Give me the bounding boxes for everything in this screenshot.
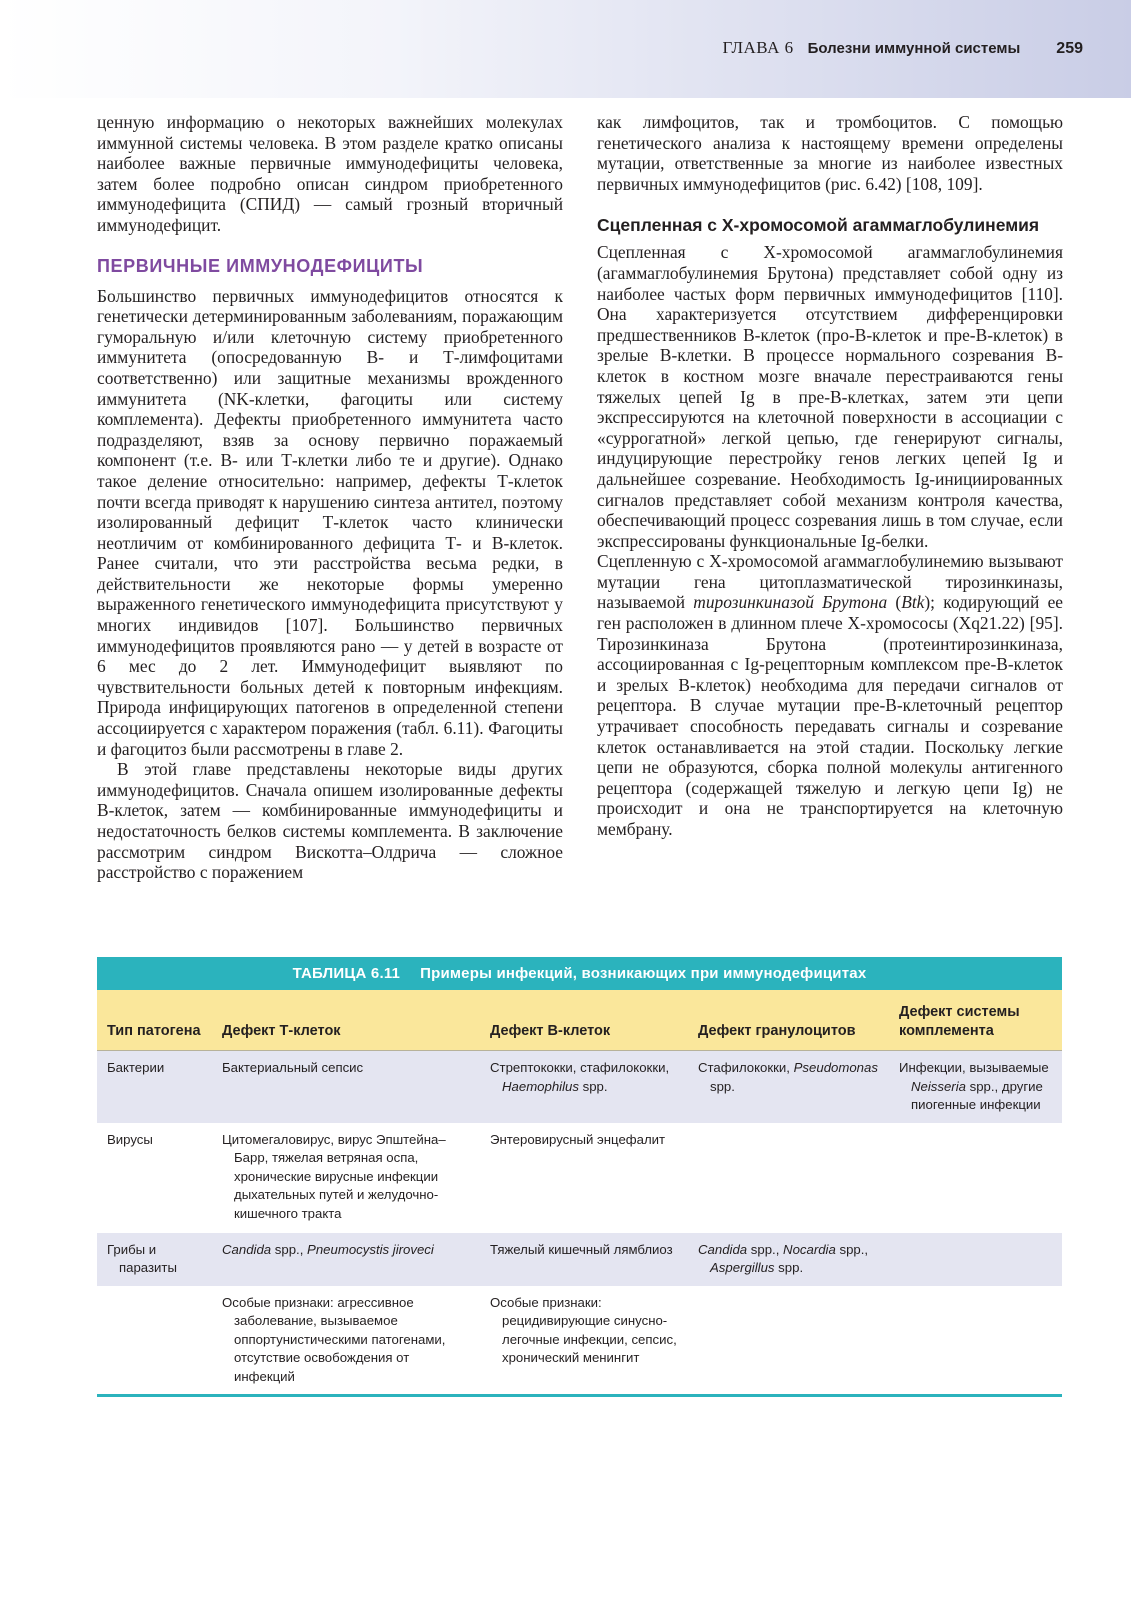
body-paragraph: Большинство первичных иммунодефицитов относятся к генетически детерминированным заболеваниям, поражающим гуморальную и/или клеточную систему приобретенного иммунитета (опосредованную В- и Т-лимфоцитами соответственно) или защитные механизмы врожденного иммунитета (NK-клетки, фагоциты или систему комплемента). Дефекты приобретенного иммунитета часто подразделяют, взяв за основу первично поражаемый компонент (т.е. В- или Т-клетки либо те и другие). Однако такое деление относительно: например, дефекты Т-клеток почти всегда приводят к нарушению синтеза антител, поэтому изолированный дефицит Т-клеток часто клинически неотличим от комбинированного дефицита Т- и В-клеток. Ранее считали, что эти расстройства весьма редки, в действительности же некоторые формы умеренно выраженного генетического иммунодефицита присутствуют у многих индивидов [107]. Большинство первичных иммунодефицитов проявляются рано — у детей в возрасте от 6 мес до 2 лет. Иммунодефицит выявляют по чувствительности больных детей к повторным инфекциям. Природа инфицирующих патогенов в определенной степени ассоциируется с характером поражения (табл. 6.11). Фагоциты и фагоцитоз были рассмотрены в главе 2. (97, 285, 563, 759)
text-run: ( (887, 592, 902, 613)
table-cell (480, 1286, 688, 1396)
italic-term: Pseudomonas (793, 1060, 878, 1075)
column-header: Тип патогена (97, 990, 212, 1051)
table-cell (688, 1051, 889, 1123)
table-title-bar (97, 957, 1062, 990)
body-paragraph: В этой главе представлены некоторые виды других иммунодефицитов. Сначала опишем изолированные дефекты В-клеток, затем — комбинированные иммунодефициты и недостаточность белков системы комплемента. В заключение рассмотрим синдром Вискотта–Олдрича — сложное расстройство с поражением (97, 759, 563, 883)
italic-term: тирозинкиназой Брутона (693, 592, 888, 613)
text-run: spp. (710, 1078, 735, 1094)
table-cell (212, 1286, 480, 1396)
page-number: 259 (1056, 40, 1083, 57)
italic-term: Haemophilus (502, 1078, 579, 1094)
table-cell: Вирусы (107, 1131, 153, 1147)
table-6-11 (97, 957, 1062, 1397)
italic-term: Pneumocystis jiroveci (307, 1241, 434, 1257)
italic-term: Neisseria (911, 1078, 966, 1094)
italic-term: Candida (222, 1241, 272, 1257)
intro-paragraph: ценную информацию о некоторых важнейших молекулах иммунной системы человека. В этом разделе кратко описаны наиболее важные первичные иммунодефициты человека, затем более подробно описан синдром приобретенного иммунодефицита (СПИД) — самый грозный вторичный иммунодефицит. (97, 112, 563, 235)
chapter-number: ГЛАВА 6 (722, 38, 794, 57)
italic-term: Aspergillus (710, 1260, 775, 1275)
text-run: Инфекции, вызываемые (899, 1060, 1049, 1075)
table-cell (97, 1233, 212, 1286)
text-run: ); кодирующий ее ген расположен в длинном плече Х-хромососы (Xq21.22) [95]. Тирозинкиназа Брутона (протеинтирозинкиназа, ассоциированная с Ig-рецепторным комплексом пре-В-клеток и зрелых В-клеток) необходима для передачи сигналов от рецептора. В случае мутации пре-В-клеточный рецептор утрачивает способность передавать сигналы и созревание клеток останавливается на этой стадии. Поскольку легкие цепи не образуются, сборка полной молекулы антигенного рецептора (содержащей тяжелую и легкую цепи Ig) не происходит и она не транспортируется на клеточную мембрану. (597, 592, 1064, 839)
table-cell: Энтеровирусный энцефалит (490, 1131, 666, 1147)
table-cell (889, 1123, 1062, 1233)
body-paragraph: Сцепленная с Х-хромосомой агаммаглобулинемия (агаммаглобулинемия Брутона) представляет собой одну из наиболее частых форм первичных иммунодефицитов [110]. Она характеризуется отсутствием дифференцировки предшественников В-клеток (про-В-клеток и пре-В-клеток) в зрелые В-клетки. В процессе нормального созревания В-клеток в костном мозге вначале перестраиваются гены тяжелых цепей Ig в пре-В-клетках, затем эти цепи экспрессируются на клеточной поверхности в ассоциации с «суррогатной» легкой цепью, где генерируют сигналы, индуцирующие перестройку генов легких цепей Ig и дальнейшее созревание. Необходимость Ig-инициированных сигналов представляет собой механизм контроля качества, обеспечивающий процесс созревания лишь в том случае, если экспрессированы функциональные Ig-белки. (597, 242, 1063, 551)
italic-term: Nocardia (783, 1241, 836, 1257)
table-row-bacteria (97, 1051, 1062, 1123)
table-title: Примеры инфекций, возникающих при иммунодефицитах (420, 965, 867, 982)
column-header: Дефект Т-клеток (212, 990, 480, 1051)
text-run: Стафилококки, (698, 1060, 790, 1075)
italic-term: Candida (698, 1241, 748, 1257)
chapter-title: Болезни иммунной системы (807, 40, 1021, 57)
section-heading: ПЕРВИЧНЫЕ ИММУНОДЕФИЦИТЫ (97, 255, 424, 276)
text-run: Особые признаки: рецидивирующие синусно-легочные инфекции, сепсис, хронический менингит (490, 1294, 677, 1365)
table-cell: Тяжелый кишечный лямблиоз (480, 1233, 688, 1286)
infection-table (97, 990, 1062, 1397)
table-header-row (97, 990, 1062, 1051)
text-run: spp., (271, 1241, 308, 1257)
column-header: Дефект В-клеток (480, 990, 688, 1051)
column-header: Дефект гранулоцитов (688, 990, 889, 1051)
body-paragraph (597, 551, 1063, 839)
table-row-viruses (97, 1123, 1062, 1233)
table-cell (889, 1286, 1062, 1396)
table-cell (212, 1233, 480, 1286)
text-run: Стрептококки, стафилококки, (490, 1060, 670, 1075)
text-run: spp., (835, 1241, 869, 1257)
text-run: Особые признаки: агрессивное заболевание, вызываемое оппортунистическими патогенами, отсутствие освобождения от инфекций (222, 1294, 446, 1384)
table-cell (688, 1233, 889, 1286)
table-number: ТАБЛИЦА 6.11 (292, 965, 401, 982)
text-run: Сцепленную с Х-хромосомой агаммаглобулинемию вызывают мутации гена цитоплазматической тирозинкиназы, называемой (597, 551, 1063, 613)
table-cell (480, 1051, 688, 1123)
text-run: Цитомегаловирус, вирус Эпштейна–Барр, тяжелая ветряная оспа, хронические вирусные инфекции дыхательных путей и желудочно-кишечного тракта (222, 1131, 446, 1221)
table-cell (889, 1051, 1062, 1123)
table-cell: Бактерии (97, 1051, 212, 1123)
text-run: spp., другие пиогенные инфекции (911, 1078, 1043, 1112)
subsection-heading: Сцепленная с Х-хромосомой агаммаглобулинемия (597, 215, 1040, 236)
text-run: spp. (774, 1260, 804, 1275)
italic-term: Btk (901, 592, 925, 613)
table-row-fungi (97, 1233, 1062, 1286)
right-column (597, 112, 1063, 840)
running-header (722, 38, 1083, 58)
table-row-features (97, 1286, 1062, 1396)
text-run: spp., (747, 1241, 784, 1257)
text-run: Грибы и паразиты (107, 1241, 177, 1275)
left-column (97, 112, 563, 883)
table-cell (212, 1123, 480, 1233)
table-cell (889, 1233, 1062, 1286)
table-cell (97, 1286, 212, 1396)
column-header: Дефект системы комплемента (889, 990, 1062, 1051)
table-cell (688, 1286, 889, 1396)
text-run: spp. (578, 1078, 608, 1094)
table-cell (688, 1123, 889, 1233)
table-cell: Бактериальный сепсис (212, 1051, 480, 1123)
intro-paragraph: как лимфоцитов, так и тромбоцитов. С помощью генетического анализа к настоящему времени определены мутации, ответственные за многие из наиболее известных первичных иммунодефицитов (рис. 6.42) [108, 109]. (597, 112, 1063, 194)
